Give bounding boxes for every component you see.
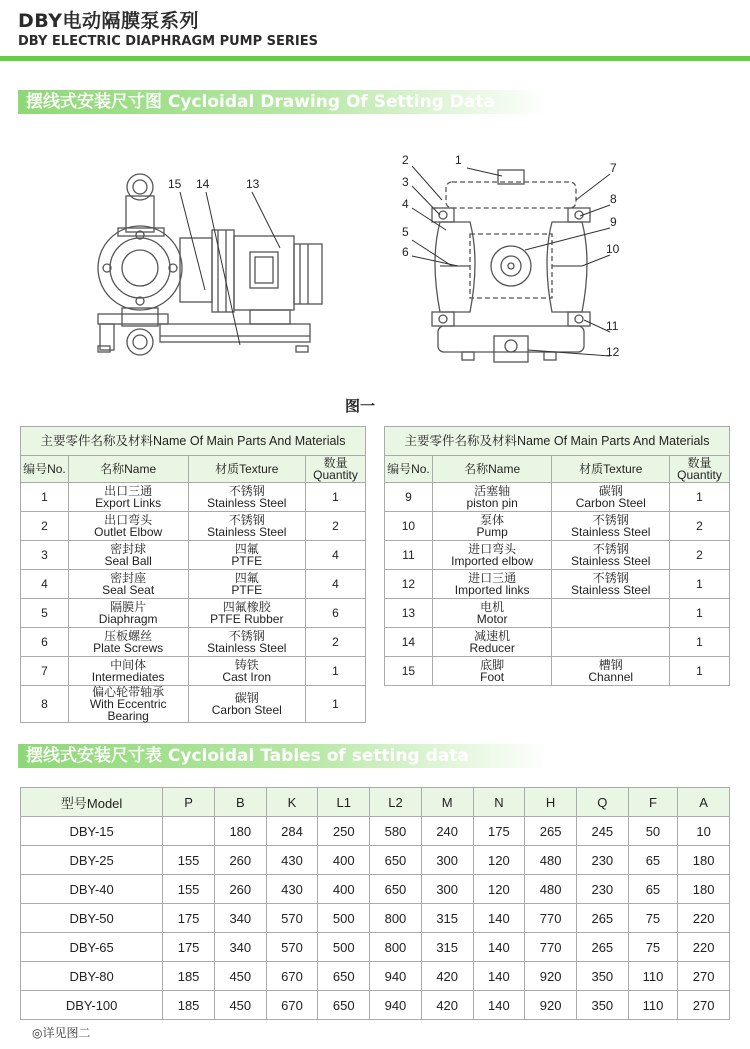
part-quantity: 4 (306, 541, 366, 570)
table-row (385, 541, 730, 570)
part-name: 电机 Motor (432, 599, 552, 628)
callout-4: 4 (402, 197, 409, 211)
part-no: 12 (385, 570, 433, 599)
part-texture: 四氟 PTFE (188, 570, 306, 599)
dimension-cell: 260 (214, 846, 266, 875)
dimension-cell: 480 (525, 846, 577, 875)
dimension-cell: 155 (163, 875, 215, 904)
table-row (21, 541, 366, 570)
model-name: DBY-40 (21, 875, 163, 904)
dimension-cell: 180 (678, 875, 730, 904)
dimension-cell: 350 (576, 991, 628, 1020)
part-no: 3 (21, 541, 69, 570)
dimension-cell: 110 (628, 991, 678, 1020)
dimension-cell: 800 (370, 933, 422, 962)
part-quantity: 1 (670, 628, 730, 657)
part-texture (552, 628, 670, 657)
dimension-cell: 480 (525, 875, 577, 904)
part-texture: 不锈钢 Stainless Steel (188, 483, 306, 512)
callout-14: 14 (196, 177, 210, 191)
callout-13: 13 (246, 177, 260, 191)
callout-9: 9 (610, 215, 617, 229)
model-dimensions-table (20, 787, 730, 1020)
dimension-cell: 75 (628, 904, 678, 933)
col-header-quantity: 数量 Quantity (306, 456, 366, 483)
part-name: 密封球 Seal Ball (68, 541, 188, 570)
part-quantity: 1 (670, 570, 730, 599)
part-quantity: 2 (306, 512, 366, 541)
dimension-cell: 400 (318, 846, 370, 875)
dimension-cell: 430 (266, 875, 318, 904)
dimension-cell: 175 (163, 933, 215, 962)
part-name: 底脚 Foot (432, 657, 552, 686)
part-texture: 四氟 PTFE (188, 541, 306, 570)
table-row (385, 570, 730, 599)
dimension-cell: 570 (266, 933, 318, 962)
callout-2: 2 (402, 153, 409, 167)
dimension-cell: 500 (318, 904, 370, 933)
model-name: DBY-65 (21, 933, 163, 962)
table-row (21, 875, 730, 904)
page-header-title-cn: DBY电动隔膜泵系列 (18, 10, 199, 32)
part-no: 9 (385, 483, 433, 512)
dimension-cell: 920 (525, 991, 577, 1020)
dimension-cell: 400 (318, 875, 370, 904)
part-texture: 不锈钢 Stainless Steel (552, 512, 670, 541)
table-row (21, 991, 730, 1020)
part-name: 压板螺丝 Plate Screws (68, 628, 188, 657)
part-name: 活塞轴 piston pin (432, 483, 552, 512)
part-no: 2 (21, 512, 69, 541)
col-header-no: 编号No. (21, 456, 69, 483)
side-view-drawing (98, 174, 322, 355)
part-no: 8 (21, 686, 69, 723)
dimension-cell: 175 (473, 817, 525, 846)
part-no: 4 (21, 570, 69, 599)
part-texture: 碳钢 Carbon Steel (552, 483, 670, 512)
dimension-cell: 140 (473, 933, 525, 962)
part-quantity: 2 (670, 541, 730, 570)
parts-table-right (384, 426, 730, 686)
part-quantity: 2 (306, 628, 366, 657)
part-quantity: 1 (306, 657, 366, 686)
model-col-header: 型号Model (21, 788, 163, 817)
table-row (21, 570, 366, 599)
part-no: 1 (21, 483, 69, 512)
part-name: 出口弯头 Outlet Elbow (68, 512, 188, 541)
dimension-cell: 315 (421, 933, 473, 962)
model-name: DBY-100 (21, 991, 163, 1020)
part-name: 泵体 Pump (432, 512, 552, 541)
part-texture: 不锈钢 Stainless Steel (188, 512, 306, 541)
dimension-cell: 580 (370, 817, 422, 846)
table-row (385, 628, 730, 657)
model-col-header: B (214, 788, 266, 817)
part-name: 进口三通 Imported links (432, 570, 552, 599)
dimension-cell: 260 (214, 875, 266, 904)
dimension-cell: 120 (473, 846, 525, 875)
dimension-cell: 940 (370, 962, 422, 991)
dimension-cell: 265 (576, 904, 628, 933)
dimension-cell: 450 (214, 991, 266, 1020)
callout-7: 7 (610, 161, 617, 175)
dimension-cell: 770 (525, 933, 577, 962)
dimension-cell: 270 (678, 962, 730, 991)
part-no: 15 (385, 657, 433, 686)
part-name: 减速机 Reducer (432, 628, 552, 657)
part-texture: 不锈钢 Stainless Steel (552, 541, 670, 570)
front-view-leaders (412, 166, 610, 356)
model-col-header: P (163, 788, 215, 817)
dimension-cell: 110 (628, 962, 678, 991)
dimension-cell: 420 (421, 962, 473, 991)
callout-10: 10 (606, 242, 620, 256)
part-name: 密封座 Seal Seat (68, 570, 188, 599)
part-name: 偏心轮带轴承 With Eccentric Bearing (68, 686, 188, 723)
table-row (385, 483, 730, 512)
model-col-header: F (628, 788, 678, 817)
part-quantity: 4 (306, 570, 366, 599)
model-name: DBY-50 (21, 904, 163, 933)
col-header-texture: 材质Texture (188, 456, 306, 483)
table-row (21, 599, 366, 628)
model-col-header: A (678, 788, 730, 817)
table-row (21, 483, 366, 512)
col-header-name: 名称Name (68, 456, 188, 483)
part-quantity: 1 (670, 483, 730, 512)
model-col-header: N (473, 788, 525, 817)
part-no: 7 (21, 657, 69, 686)
dimension-cell: 500 (318, 933, 370, 962)
dimension-cell: 185 (163, 962, 215, 991)
part-quantity: 1 (306, 483, 366, 512)
dimension-cell: 10 (678, 817, 730, 846)
part-quantity: 6 (306, 599, 366, 628)
part-no: 6 (21, 628, 69, 657)
dimension-cell: 450 (214, 962, 266, 991)
dimension-cell: 670 (266, 991, 318, 1020)
part-name: 隔膜片 Diaphragm (68, 599, 188, 628)
part-name: 中间体 Intermediates (68, 657, 188, 686)
dimension-cell: 300 (421, 875, 473, 904)
model-col-header: M (421, 788, 473, 817)
part-texture: 不锈钢 Stainless Steel (188, 628, 306, 657)
side-view-callouts (168, 177, 260, 191)
dimension-cell: 650 (370, 846, 422, 875)
callout-12: 12 (606, 345, 620, 359)
parts-table-title: 主要零件名称及材料Name Of Main Parts And Materials (21, 427, 366, 456)
part-texture (552, 599, 670, 628)
model-name: DBY-15 (21, 817, 163, 846)
part-quantity: 1 (670, 599, 730, 628)
model-name: DBY-80 (21, 962, 163, 991)
table-row (21, 817, 730, 846)
model-name: DBY-25 (21, 846, 163, 875)
dimension-cell: 175 (163, 904, 215, 933)
parts-table-title: 主要零件名称及材料Name Of Main Parts And Materials (385, 427, 730, 456)
part-texture: 铸铁 Cast Iron (188, 657, 306, 686)
dimension-cell: 220 (678, 933, 730, 962)
dimension-cell: 230 (576, 875, 628, 904)
dimension-cell: 420 (421, 991, 473, 1020)
dimension-cell: 155 (163, 846, 215, 875)
dimension-cell: 65 (628, 846, 678, 875)
dimension-cell: 140 (473, 962, 525, 991)
part-no: 14 (385, 628, 433, 657)
callout-15: 15 (168, 177, 182, 191)
parts-table-left (20, 426, 366, 723)
callout-6: 6 (402, 245, 409, 259)
dimension-cell: 570 (266, 904, 318, 933)
dimension-cell: 650 (318, 991, 370, 1020)
dimension-cell: 75 (628, 933, 678, 962)
callout-8: 8 (610, 192, 617, 206)
callout-11: 11 (606, 319, 619, 333)
dimension-cell: 140 (473, 904, 525, 933)
col-header-quantity: 数量 Quantity (670, 456, 730, 483)
table-row (21, 846, 730, 875)
dimension-cell: 65 (628, 875, 678, 904)
table-row (21, 933, 730, 962)
dimension-cell: 250 (318, 817, 370, 846)
model-col-header: Q (576, 788, 628, 817)
part-no: 13 (385, 599, 433, 628)
table-row (385, 512, 730, 541)
col-header-no: 编号No. (385, 456, 433, 483)
dimension-cell: 800 (370, 904, 422, 933)
dimension-cell: 350 (576, 962, 628, 991)
see-figure-note: ◎详见图二 (32, 1026, 91, 1040)
part-no: 10 (385, 512, 433, 541)
green-divider (0, 56, 750, 61)
dimension-cell: 180 (214, 817, 266, 846)
dimension-cell: 300 (421, 846, 473, 875)
model-col-header: H (525, 788, 577, 817)
part-name: 出口三通 Export Links (68, 483, 188, 512)
dimension-cell: 185 (163, 991, 215, 1020)
part-texture: 不锈钢 Stainless Steel (552, 570, 670, 599)
dimension-cell: 430 (266, 846, 318, 875)
part-texture: 四氟橡胶 PTFE Rubber (188, 599, 306, 628)
table-row (385, 599, 730, 628)
table-row (21, 512, 366, 541)
model-col-header: L1 (318, 788, 370, 817)
part-name: 进口弯头 Imported elbow (432, 541, 552, 570)
section-banner-tables: 摆线式安装尺寸表 Cycloidal Tables of setting data (18, 744, 548, 768)
part-no: 11 (385, 541, 433, 570)
dimension-cell (163, 817, 215, 846)
dimension-cell: 265 (576, 933, 628, 962)
col-header-texture: 材质Texture (552, 456, 670, 483)
col-header-name: 名称Name (432, 456, 552, 483)
dimension-cell: 240 (421, 817, 473, 846)
dimension-cell: 920 (525, 962, 577, 991)
dimension-cell: 245 (576, 817, 628, 846)
dimension-cell: 340 (214, 933, 266, 962)
dimension-cell: 140 (473, 991, 525, 1020)
page-header-title-en: DBY ELECTRIC DIAPHRAGM PUMP SERIES (18, 34, 319, 49)
dimension-cell: 270 (678, 991, 730, 1020)
dimension-cell: 770 (525, 904, 577, 933)
model-col-header: L2 (370, 788, 422, 817)
table-row (21, 657, 366, 686)
pump-drawing (0, 140, 750, 390)
dimension-cell: 315 (421, 904, 473, 933)
table-row (21, 962, 730, 991)
dimension-cell: 650 (318, 962, 370, 991)
table-row (21, 628, 366, 657)
callout-5: 5 (402, 225, 409, 239)
dimension-cell: 340 (214, 904, 266, 933)
part-texture: 槽钢 Channel (552, 657, 670, 686)
table-row (21, 686, 366, 723)
part-quantity: 1 (670, 657, 730, 686)
callout-3: 3 (402, 175, 409, 189)
dimension-cell: 180 (678, 846, 730, 875)
dimension-cell: 670 (266, 962, 318, 991)
part-quantity: 2 (670, 512, 730, 541)
dimension-cell: 230 (576, 846, 628, 875)
side-view-leaders (180, 192, 280, 345)
figure-caption: 图一 (345, 397, 376, 415)
callout-1: 1 (455, 153, 462, 167)
part-no: 5 (21, 599, 69, 628)
dimension-cell: 120 (473, 875, 525, 904)
part-quantity: 1 (306, 686, 366, 723)
part-texture: 碳钢 Carbon Steel (188, 686, 306, 723)
dimension-cell: 284 (266, 817, 318, 846)
dimension-cell: 940 (370, 991, 422, 1020)
table-row (21, 904, 730, 933)
dimension-cell: 220 (678, 904, 730, 933)
dimension-cell: 265 (525, 817, 577, 846)
model-col-header: K (266, 788, 318, 817)
table-row (385, 657, 730, 686)
section-banner-drawing: 摆线式安装尺寸图 Cycloidal Drawing Of Setting Data (18, 90, 548, 114)
dimension-cell: 50 (628, 817, 678, 846)
dimension-cell: 650 (370, 875, 422, 904)
